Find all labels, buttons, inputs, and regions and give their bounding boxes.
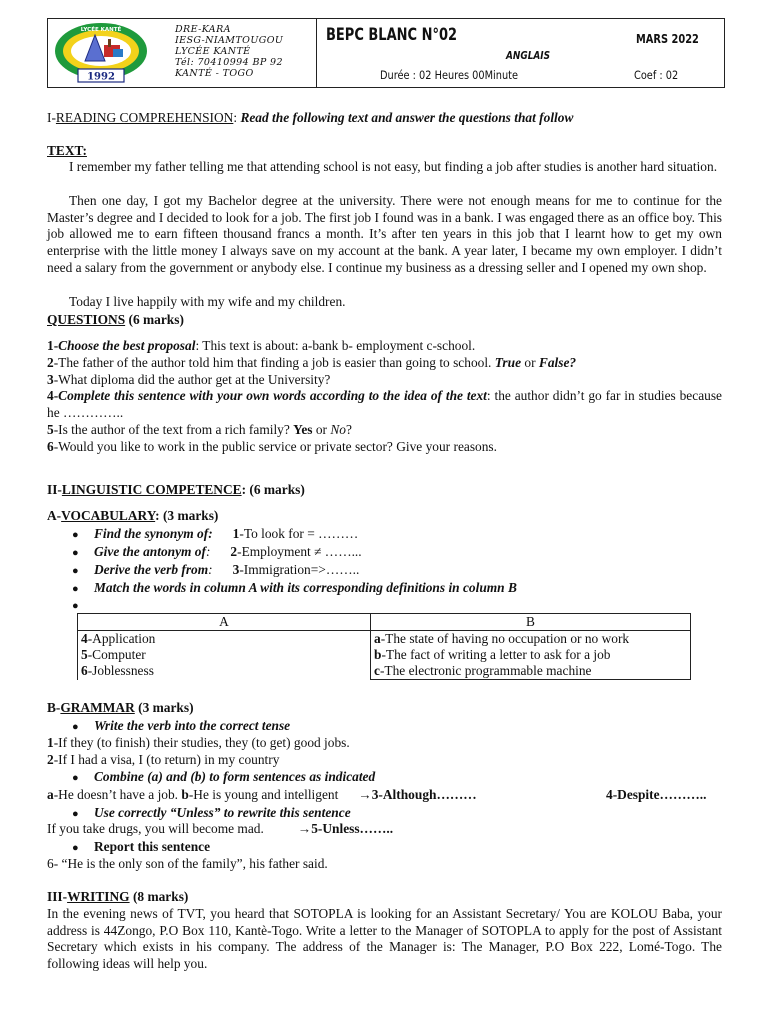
table-header-row [78,614,691,631]
arrow-right-icon: → [358,787,372,802]
question-2: 2-The father of the author told him that finding a job is easier than going to school. True or False? [47,355,577,370]
column-a-header: A [78,614,371,631]
table-cell-a: 4-Application 5-Computer 6-Joblessness [78,631,371,680]
bullet-icon: ● [72,721,79,733]
table-row [78,631,691,680]
writing-heading: III-WRITING (8 marks) [47,889,189,904]
grammar-instruction-4: ● Report this sentence [72,839,211,854]
school-line: IESG-NIAMTOUGOU [175,35,284,46]
school-line: DRE-KARA [175,24,231,35]
bullet-icon: ● [72,842,79,854]
vocab-item-3: ● Derive the verb from: 3-Immigration=>…….. [72,562,360,577]
bullet-icon: ● [72,529,79,541]
column-b-header: B [371,614,691,631]
school-line: LYCÉE KANTÉ [175,46,251,57]
vocabulary-heading: A-VOCABULARY: (3 marks) [47,508,219,523]
exam-title: BEPC BLANC N°02 [326,25,458,45]
writing-prompt: In the evening news of TVT, you heard that SOTOPLA is looking for an Assistant Secretary/ You are KOLOU Baba, your address is 44Zongo, P.O Box 110, Kantè-Togo. Write a letter to the Manager of SOTOPLA to apply for the post of Assistant Secretary which exists in his company. The address of the Manager is: The Manager, P.O Box 222, Lomé-Togo. The following ideas will help you. [47,906,722,972]
exam-subject: ANGLAIS [506,50,551,62]
bullet-icon: ● [72,808,79,820]
header-divider [316,19,317,87]
questions-heading: QUESTIONS (6 marks) [47,312,184,327]
school-info [175,24,283,79]
exam-duration: Durée : 02 Heures 00Minute [380,68,519,82]
text-label: TEXT: [47,143,87,158]
grammar-item-report: 6- “He is the only son of the family”, his father said. [47,856,328,871]
table-cell-b: a-The state of having no occupation or no work b-The fact of writing a letter to ask for a job c-The electronic programmable machine [371,631,691,680]
bullet-icon: ● [72,600,79,612]
grammar-instruction-2: ● Combine (a) and (b) to form sentences as indicated [72,769,376,784]
question-5: 5-Is the author of the text from a rich family? Yes or No? [47,422,352,437]
grammar-heading: B-GRAMMAR (3 marks) [47,700,194,715]
vocab-item-1: ● Find the synonym of: 1-To look for = ……… [72,526,359,541]
grammar-item-2: 2-If I had a visa, I (to return) in my country [47,752,280,767]
vocab-item-4: ● Match the words in column A with its corresponding definitions in column B [72,580,517,595]
text-paragraph-1: I remember my father telling me that attending school is not easy, but finding a job after studies is another hard situation. [69,159,718,174]
vocab-item-empty [72,597,94,614]
vocab-item-2: ● Give the antonym of: 2-Employment ≠ ……... [72,544,362,559]
grammar-item-unless: If you take drugs, you will become mad. →5-Unless…….. [47,821,394,836]
svg-text:LYCÉE KANTÉ: LYCÉE KANTÉ [80,27,122,33]
grammar-item-despite: 4-Despite……….. [606,787,707,802]
school-logo [52,21,150,85]
bullet-icon: ● [72,583,79,595]
question-1: 1-Choose the best proposal: This text is about: a-bank b- employment c-school. [47,338,476,353]
reading-heading: I-READING COMPREHENSION: Read the following text and answer the questions that follow [47,110,574,125]
svg-text:1992: 1992 [87,71,115,83]
exam-coefficient: Coef : 02 [634,68,679,82]
linguistic-heading: II-LINGUISTIC COMPETENCE: (6 marks) [47,482,305,497]
grammar-item-combine: a-He doesn’t have a job. b-He is young and intelligent →3-Although……… [47,787,477,802]
school-line: KANTÉ - TOGO [175,68,254,79]
reading-instruction: Read the following text and answer the questions that follow [240,110,574,125]
arrow-right-icon: → [297,821,312,836]
exam-date: MARS 2022 [636,32,699,46]
bullet-icon: ● [72,565,79,577]
reading-heading-title: READING COMPREHENSION [55,110,234,125]
matching-table [77,613,691,680]
grammar-item-1: 1-If they (to finish) their studies, they (to get) good jobs. [47,735,350,750]
school-line: Tél: 70410994 BP 92 [175,57,283,68]
bullet-icon: ● [72,547,79,559]
text-paragraph-3: Today I live happily with my wife and my children. [69,294,346,309]
text-paragraph-2: Then one day, I got my Bachelor degree at the university. There were not enough means for me to continue for the Master’s degree and I decided to look for a job. The first job I found was in a bank. I was engaged there as an office boy. This job allowed me to earn fifteen thousand francs a month. It’s after ten years in this job that I learnt how to get my own enterprise with the little money I always save on my account at the bank. A year later, I became my own employer. I didn’t need a salary from the government or anybody else. I continue my business as a dressing seller and I opened my own shop. [47,193,722,275]
question-4: 4-Complete this sentence with your own words according to the idea of the text: the author didn’t go far in studies because he ………….. [47,388,722,420]
question-3: 3-What diploma did the author get at the University? [47,372,331,387]
grammar-instruction-3: ● Use correctly “Unless” to rewrite this sentence [72,805,351,820]
bullet-icon: ● [72,772,79,784]
grammar-instruction-1: ● Write the verb into the correct tense [72,718,291,733]
question-6: 6-Would you like to work in the public service or private sector? Give your reasons. [47,439,497,454]
